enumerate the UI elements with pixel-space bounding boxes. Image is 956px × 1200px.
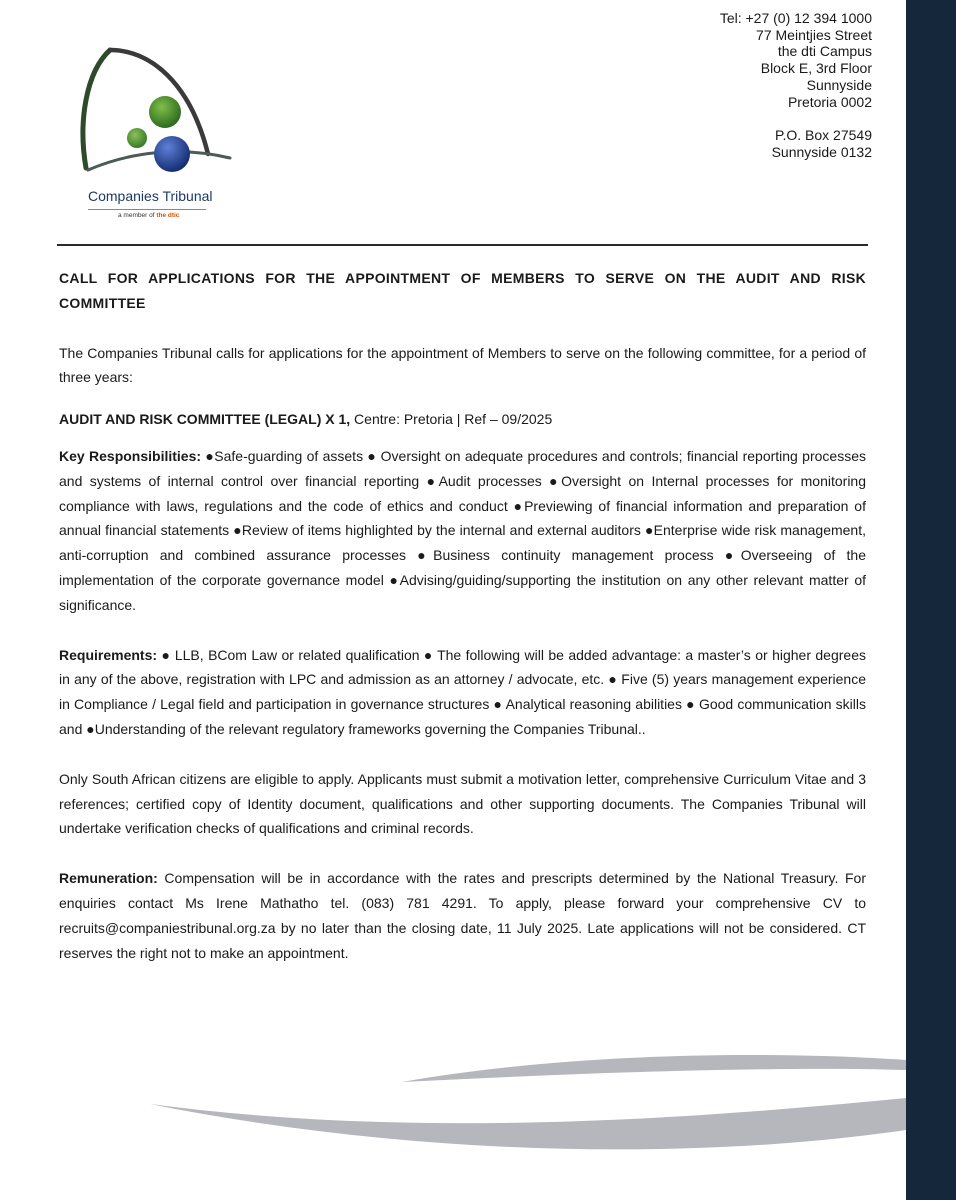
logo-tagline (118, 212, 179, 219)
telephone: Tel: +27 (0) 12 394 1000 (719, 10, 872, 26)
address-line: 77 Meintjies Street (756, 26, 872, 43)
tagline-brand: the dtic (156, 212, 180, 219)
tagline-prefix: a member of (118, 212, 155, 219)
remuneration-paragraph (59, 866, 866, 965)
contact-block (720, 10, 872, 161)
responsibilities-text: ●Safe-guarding of assets ● Oversight on adequate procedures and controls; financial reporting processes and systems of internal control over financial reporting ●Audit processes ●Oversight on Internal processes for monitoring compliance with laws, regulations and the code of ethics and conduct ●Previewing of financial information and preparation of annual financial statements ●Review of items highlighted by the internal and external auditors ●Enterprise wide risk management, anti-corruption and combined assurance processes ●Business continuity management process ●Overseeing of the implementation of the corporate governance model ●Advising/guiding/supporting the institution on any other relevant matter of significance. (59, 447, 866, 613)
right-edge-bar (906, 0, 956, 1200)
logo-underline (88, 209, 206, 210)
requirements-text: ● LLB, BCom Law or related qualification ● The following will be added advantage: a master’s or higher degrees in any of the above, registration with LPC and admission as an attorney / advocate, etc. ● Five (5) years management experience in Compliance / Legal field and participation in governance structures ● Analytical reasoning abilities ● Good communication skills and ●Understanding of the relevant regulatory frameworks governing the Companies Tribunal.. (59, 646, 866, 737)
po-box-line: P.O. Box 27549 (774, 127, 872, 144)
po-box-line: Sunnyside 0132 (771, 143, 872, 160)
eligibility-paragraph: Only South African citizens are eligible to apply. Applicants must submit a motivation letter, comprehensive Curriculum Vitae and 3 references; certified copy of Identity document, qualifications and other supporting documents. The Companies Tribunal will undertake verification checks of qualifications and criminal records. (59, 770, 866, 837)
position-line (59, 407, 866, 432)
document-body (59, 266, 866, 965)
logo-wordmark: Companies Tribunal (88, 188, 213, 204)
logo-graphic (70, 42, 250, 192)
requirements-paragraph (59, 643, 866, 742)
requirements-label: Requirements: (59, 646, 158, 663)
position-details: Centre: Pretoria | Ref – 09/2025 (350, 411, 553, 428)
address-line: the dti Campus (777, 43, 872, 60)
footer-swoosh (0, 1040, 906, 1200)
document-title: CALL FOR APPLICATIONS FOR THE APPOINTMENT OF MEMBERS TO SERVE ON THE AUDIT AND RISK COMMITTEE (59, 270, 866, 311)
responsibilities-paragraph (59, 444, 866, 618)
address-line: Block E, 3rd Floor (760, 60, 872, 77)
position-label: AUDIT AND RISK COMMITTEE (LEGAL) X 1, (59, 411, 351, 428)
companies-tribunal-logo (70, 42, 250, 232)
intro-paragraph: The Companies Tribunal calls for applications for the appointment of Members to serve on the following committee, for a period of three years: (59, 344, 866, 386)
responsibilities-label: Key Responsibilities: (59, 447, 202, 464)
remuneration-text: Compensation will be in accordance with the rates and prescripts determined by the National Treasury. For enquiries contact Ms Irene Mathatho tel. (083) 781 4291. To apply, please forward your comprehensive CV to recruits@companiestribunal.org.za by no later than the closing date, 11 July 2025. Late applications will not be considered. CT reserves the right not to make an appointment. (59, 870, 866, 961)
address-line: Pretoria 0002 (787, 93, 872, 110)
address-line: Sunnyside (806, 76, 872, 93)
remuneration-label: Remuneration: (59, 870, 158, 887)
header-divider (57, 244, 868, 246)
address-spacer (720, 110, 872, 127)
